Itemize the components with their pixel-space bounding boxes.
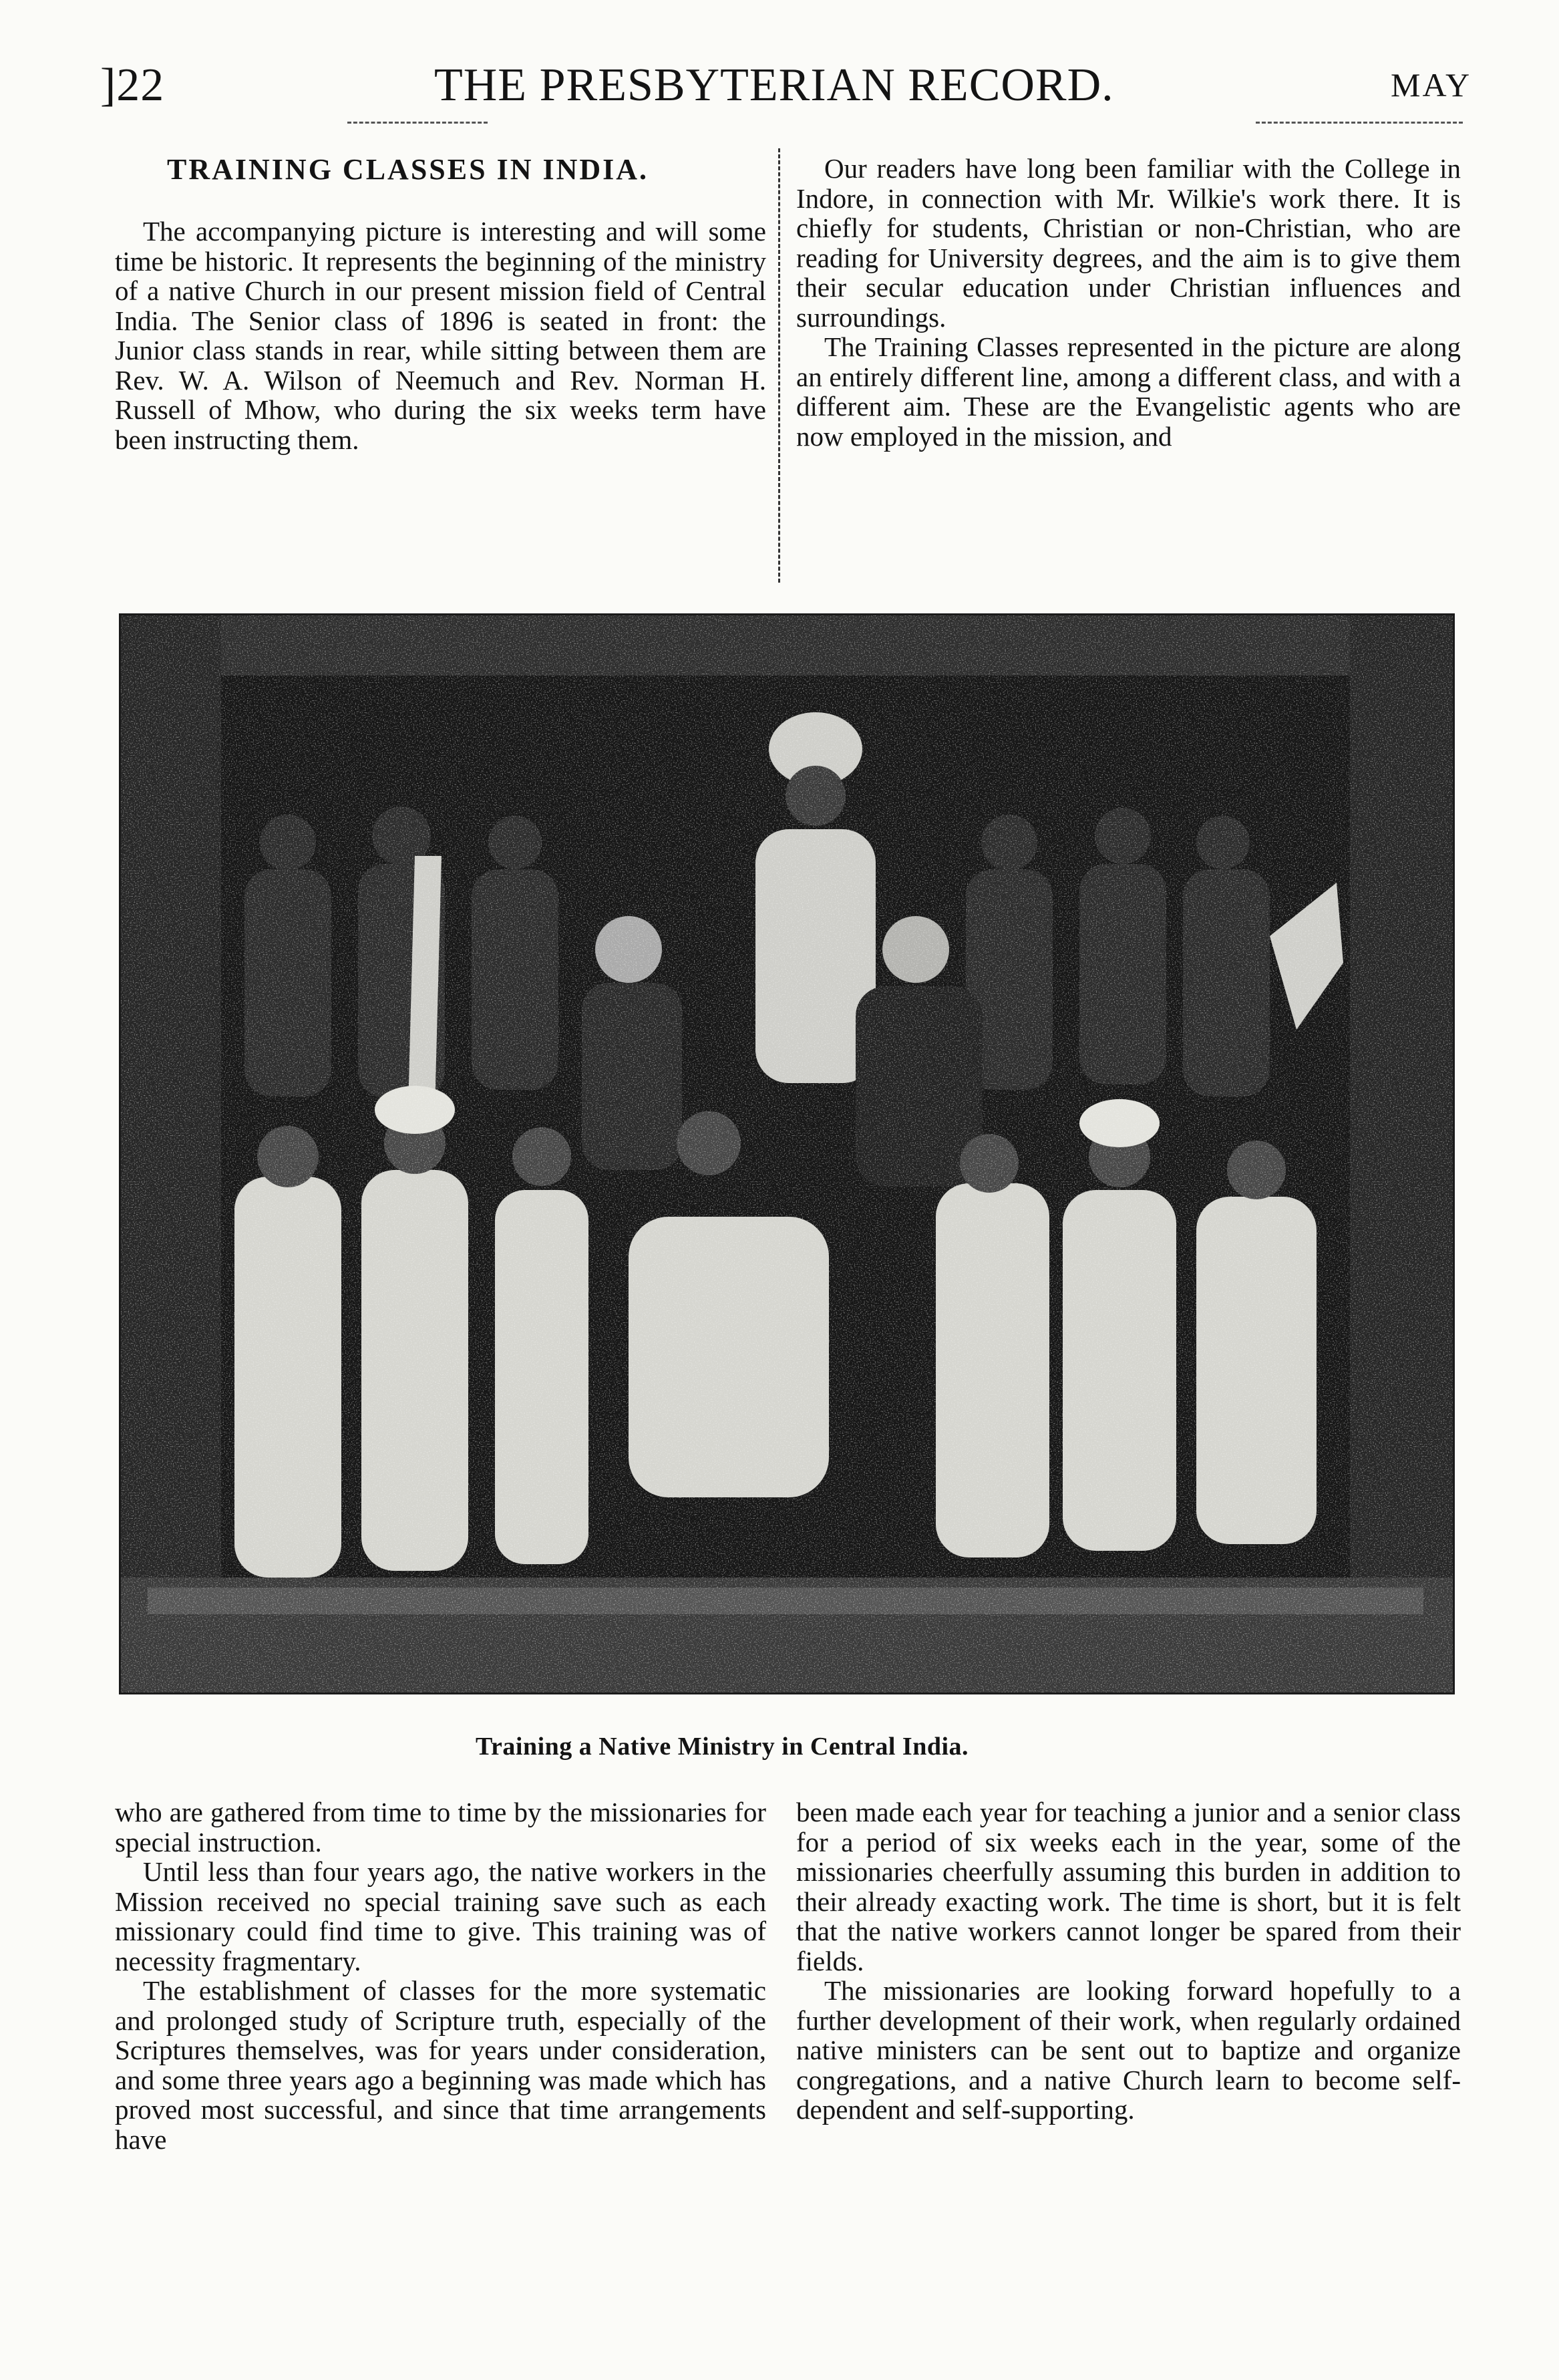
photo-illustration bbox=[121, 615, 1453, 1692]
top-left-column bbox=[115, 216, 766, 454]
top-right-column bbox=[796, 154, 1461, 451]
article-title: TRAINING CLASSES IN INDIA. bbox=[167, 153, 649, 186]
paragraph: The Training Classes represented in the picture are along an entirely different line, among a different class, and with a different aim. These are the Evangelistic agents who are now employed in the mission, and bbox=[796, 331, 1461, 452]
paragraph: who are gathered from time to time by the missionaries for special instruction. bbox=[115, 1797, 766, 1857]
column-divider-top bbox=[778, 148, 780, 583]
month-label: MAY bbox=[1391, 66, 1472, 104]
bottom-right-column bbox=[796, 1797, 1461, 2125]
photo-caption: Training a Native Ministry in Central India. bbox=[476, 1733, 969, 1761]
header-rule-left bbox=[347, 122, 488, 124]
paragraph: Until less than four years ago, the native workers in the Mission received no special training save such as each missionary could find time to give. This training was of necessity fragmentary. bbox=[115, 1856, 766, 1976]
paragraph: The accompanying picture is interesting and will some time be historic. It represents the beginning of the ministry of a native Church in our present mission field of Central India. The Senior class of 1896 is seated in front: the Junior class stands in rear, while sitting between them are Rev. W. A. Wilson of Neemuch and Rev. Norman H. Russell of Mhow, who during the six weeks term have been instructing them. bbox=[115, 216, 766, 455]
paragraph: been made each year for teaching a junior and a senior class for a period of six weeks each in the year, some of the missionaries cheerfully assuming this burden in addition to their already exacting work. The time is short, but it is felt that the native workers cannot longer be spared from their fields. bbox=[796, 1797, 1461, 1976]
page-number: ]22 bbox=[100, 59, 165, 111]
running-title: THE PRESBYTERIAN RECORD. bbox=[434, 59, 1114, 111]
paragraph: The establishment of classes for the more systematic and prolonged study of Scripture truth, especially of the Scriptures themselves, was for years under consideration, and some three years ago a beginning was made which has proved most successful, and since that time arrangements have bbox=[115, 1975, 766, 2155]
paragraph: The missionaries are looking forward hopefully to a further development of their work, when regularly ordained native ministers can be sent out to baptize and organize congregations, and a native Church learn to become self-dependent and self-supporting. bbox=[796, 1975, 1461, 2125]
bottom-left-column bbox=[115, 1797, 766, 2154]
header-rule-right bbox=[1256, 122, 1463, 124]
class-photograph bbox=[119, 613, 1455, 1694]
paragraph: Our readers have long been familiar with the College in Indore, in connection with Mr. Wilkie's work there. It is chiefly for students, Christian or non-Christian, who are reading for University degrees, and the aim is to give them their secular education under Christian influences and surroundings. bbox=[796, 153, 1461, 333]
